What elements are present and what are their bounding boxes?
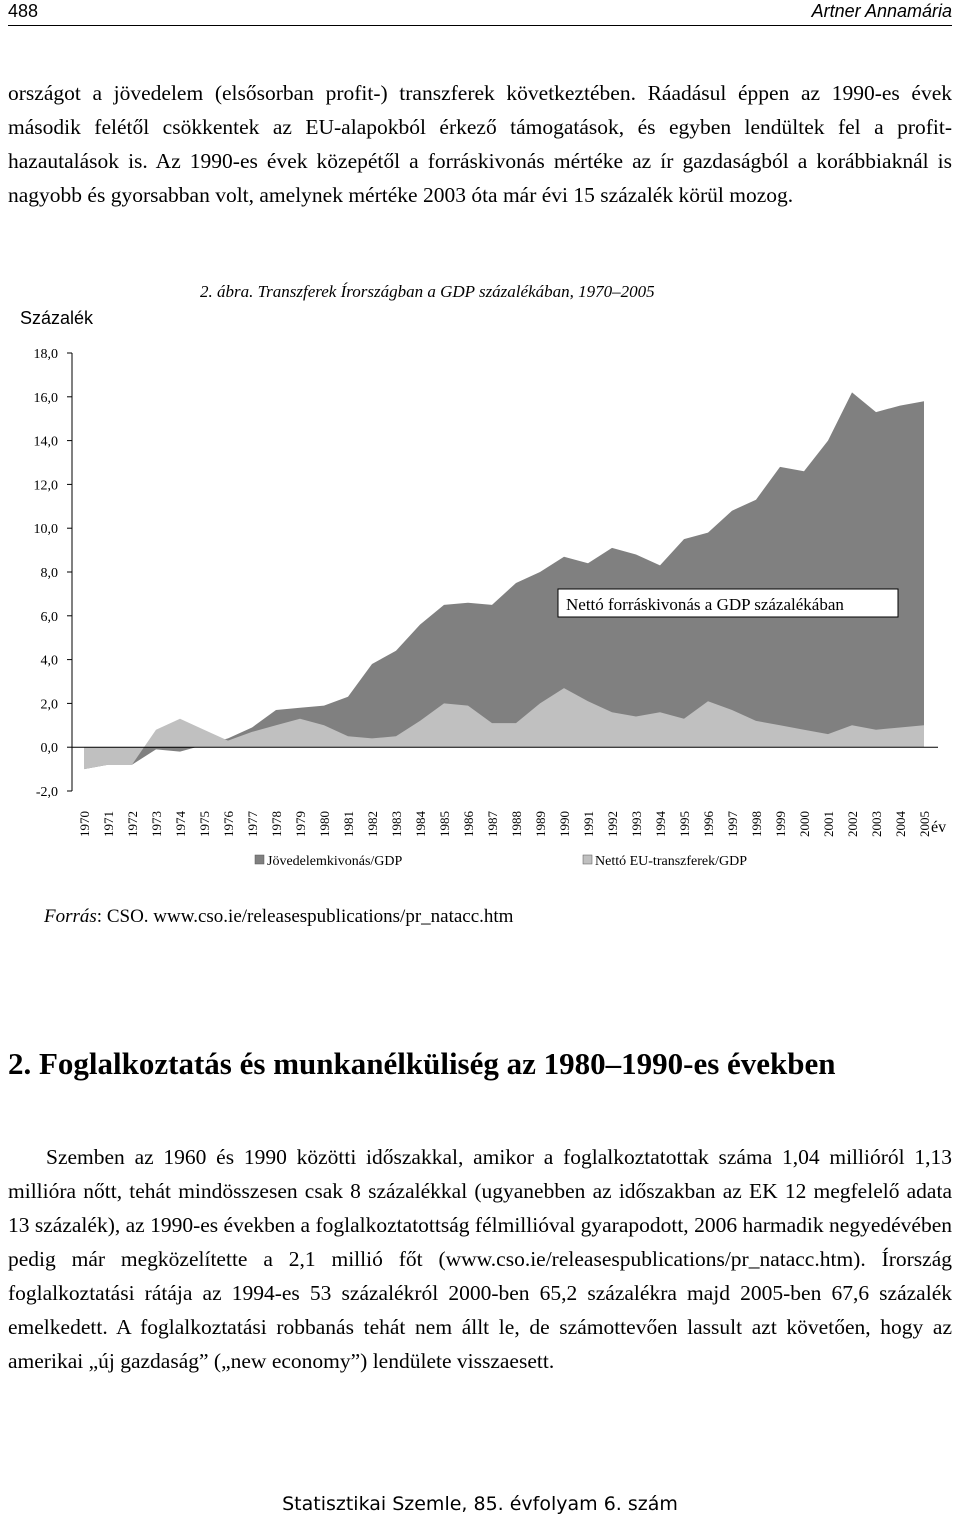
x-tick-label: 1986 bbox=[461, 811, 476, 837]
x-tick-label: 1994 bbox=[653, 811, 668, 837]
x-tick-label: 1975 bbox=[197, 811, 212, 837]
source-label: Forrás bbox=[44, 906, 97, 927]
x-tick-label: 2004 bbox=[893, 811, 908, 837]
running-head bbox=[8, 0, 952, 24]
footer: Statisztikai Szemle, 85. évfolyam 6. szám bbox=[282, 1493, 678, 1515]
legend-swatch-1 bbox=[255, 855, 264, 864]
area-series-1 bbox=[84, 392, 924, 769]
x-tick-label: 1981 bbox=[341, 811, 356, 837]
figure-transfers-chart bbox=[0, 270, 960, 880]
y-tick-label: 10,0 bbox=[33, 522, 58, 538]
x-tick-label: 1982 bbox=[365, 811, 380, 837]
x-tick-label: 1990 bbox=[557, 811, 572, 837]
x-tick-label: 1997 bbox=[725, 811, 740, 837]
body-paragraph: Szemben az 1960 és 1990 közötti időszakkal, amikor a foglalkoztatottak száma 1,04 millióról 1,13 millióra nőtt, tehát mindösszesen csak 8 százalékkal (ugyanebben az időszakban az EK 12 megfelelő adata 13 százalék), az 1990-es években a foglalkoztatottság félmillióval gyarapodott, 2006 harmadik negyedévében pedig már megközelítette a 2,1 millió főt (www.cso.ie/releasespublications/pr_natacc.htm). Írország foglalkoztatási rátája az 1994-es 53 százalékról 2000-ben 65,2 százalékra majd 2005-ben 67,6 százalék emelkedett. A foglalkoztatási robbanás tehát nem állt le, de számottevően lassult azt követően, hogy az amerikai „új gazdaság” („new economy”) lendülete visszaesett. bbox=[8, 1145, 952, 1373]
y-tick-label: 12,0 bbox=[33, 478, 58, 494]
y-tick-label: 8,0 bbox=[40, 566, 58, 581]
x-tick-label: 1976 bbox=[221, 811, 236, 837]
x-tick-label: 1992 bbox=[605, 811, 620, 837]
page-number: 488 bbox=[8, 1, 39, 21]
legend-swatch-2 bbox=[583, 855, 592, 864]
y-tick-label: 2,0 bbox=[40, 697, 58, 713]
x-tick-label: 1977 bbox=[245, 811, 260, 837]
x-tick-label: 1980 bbox=[317, 811, 332, 837]
y-tick-label: 16,0 bbox=[33, 390, 58, 406]
y-tick-label: 14,0 bbox=[33, 434, 58, 450]
x-tick-label: 2002 bbox=[845, 811, 860, 837]
source-text: : CSO. www.cso.ie/releasespublications/pr_natacc.htm bbox=[96, 906, 514, 927]
x-tick-label: 1971 bbox=[101, 811, 116, 837]
x-tick-label: 2003 bbox=[869, 811, 884, 837]
x-axis-label: év bbox=[931, 819, 947, 836]
x-tick-label: 1974 bbox=[173, 811, 188, 837]
x-tick-label: 2005 bbox=[917, 811, 932, 837]
x-tick-label: 1991 bbox=[581, 811, 596, 837]
x-tick-label: 1998 bbox=[749, 811, 764, 837]
x-tick-label: 1999 bbox=[773, 811, 788, 837]
x-tick-label: 1970 bbox=[77, 811, 92, 837]
x-tick-label: 1995 bbox=[677, 811, 692, 837]
running-head-author: Artner Annamária bbox=[811, 1, 952, 21]
x-tick-label: 2001 bbox=[821, 811, 836, 837]
section-title: 2. Foglalkoztatás és munkanélküliség az 1980–1990-es években bbox=[8, 1046, 836, 1081]
y-tick-label: 4,0 bbox=[40, 653, 58, 669]
legend-label-2: Nettó EU-transzferek/GDP bbox=[595, 854, 748, 869]
x-tick-label: 1983 bbox=[389, 811, 404, 837]
x-tick-label: 1987 bbox=[485, 811, 500, 837]
x-tick-label: 1993 bbox=[629, 811, 644, 837]
intro-paragraph: országot a jövedelem (elsősorban profit-) transzferek következtében. Ráadásul éppen az 1990-es évek második felétől csökkentek az EU-alapokból érkező támogatások, és egyben lendültek fel a profit-hazautalások is. Az 1990-es évek közepétől a forráskivonás mértéke az ír gazdaságból a korábbiaknál is nagyobb és gyorsabban volt, amelynek mértéke 2003 óta már évi 15 százalék körül mozog. bbox=[8, 81, 952, 207]
y-tick-label: 0,0 bbox=[40, 741, 58, 757]
y-axis-label: Százalék bbox=[20, 308, 94, 328]
x-tick-label: 1996 bbox=[701, 811, 716, 837]
chart-svg bbox=[0, 270, 960, 880]
x-tick-label: 1985 bbox=[437, 811, 452, 837]
legend-label-1: Jövedelemkivonás/GDP bbox=[267, 854, 403, 869]
x-tick-label: 1979 bbox=[293, 811, 308, 837]
x-tick-label: 1988 bbox=[509, 811, 524, 837]
x-tick-label: 1984 bbox=[413, 811, 428, 837]
figure-source bbox=[44, 906, 513, 928]
x-tick-label: 1973 bbox=[149, 811, 164, 837]
y-tick-label: 18,0 bbox=[33, 347, 58, 362]
x-tick-label: 1972 bbox=[125, 811, 140, 837]
x-tick-label: 1989 bbox=[533, 811, 548, 837]
x-tick-label: 1978 bbox=[269, 811, 284, 837]
chart-title: 2. ábra. Transzferek Írországban a GDP százalékában, 1970–2005 bbox=[200, 282, 655, 301]
y-tick-label: 6,0 bbox=[40, 609, 58, 625]
header-rule bbox=[8, 25, 952, 26]
annotation-text: Nettó forráskivonás a GDP százalékában bbox=[566, 595, 844, 614]
y-tick-label: -2,0 bbox=[35, 785, 58, 800]
x-tick-label: 2000 bbox=[797, 811, 812, 837]
